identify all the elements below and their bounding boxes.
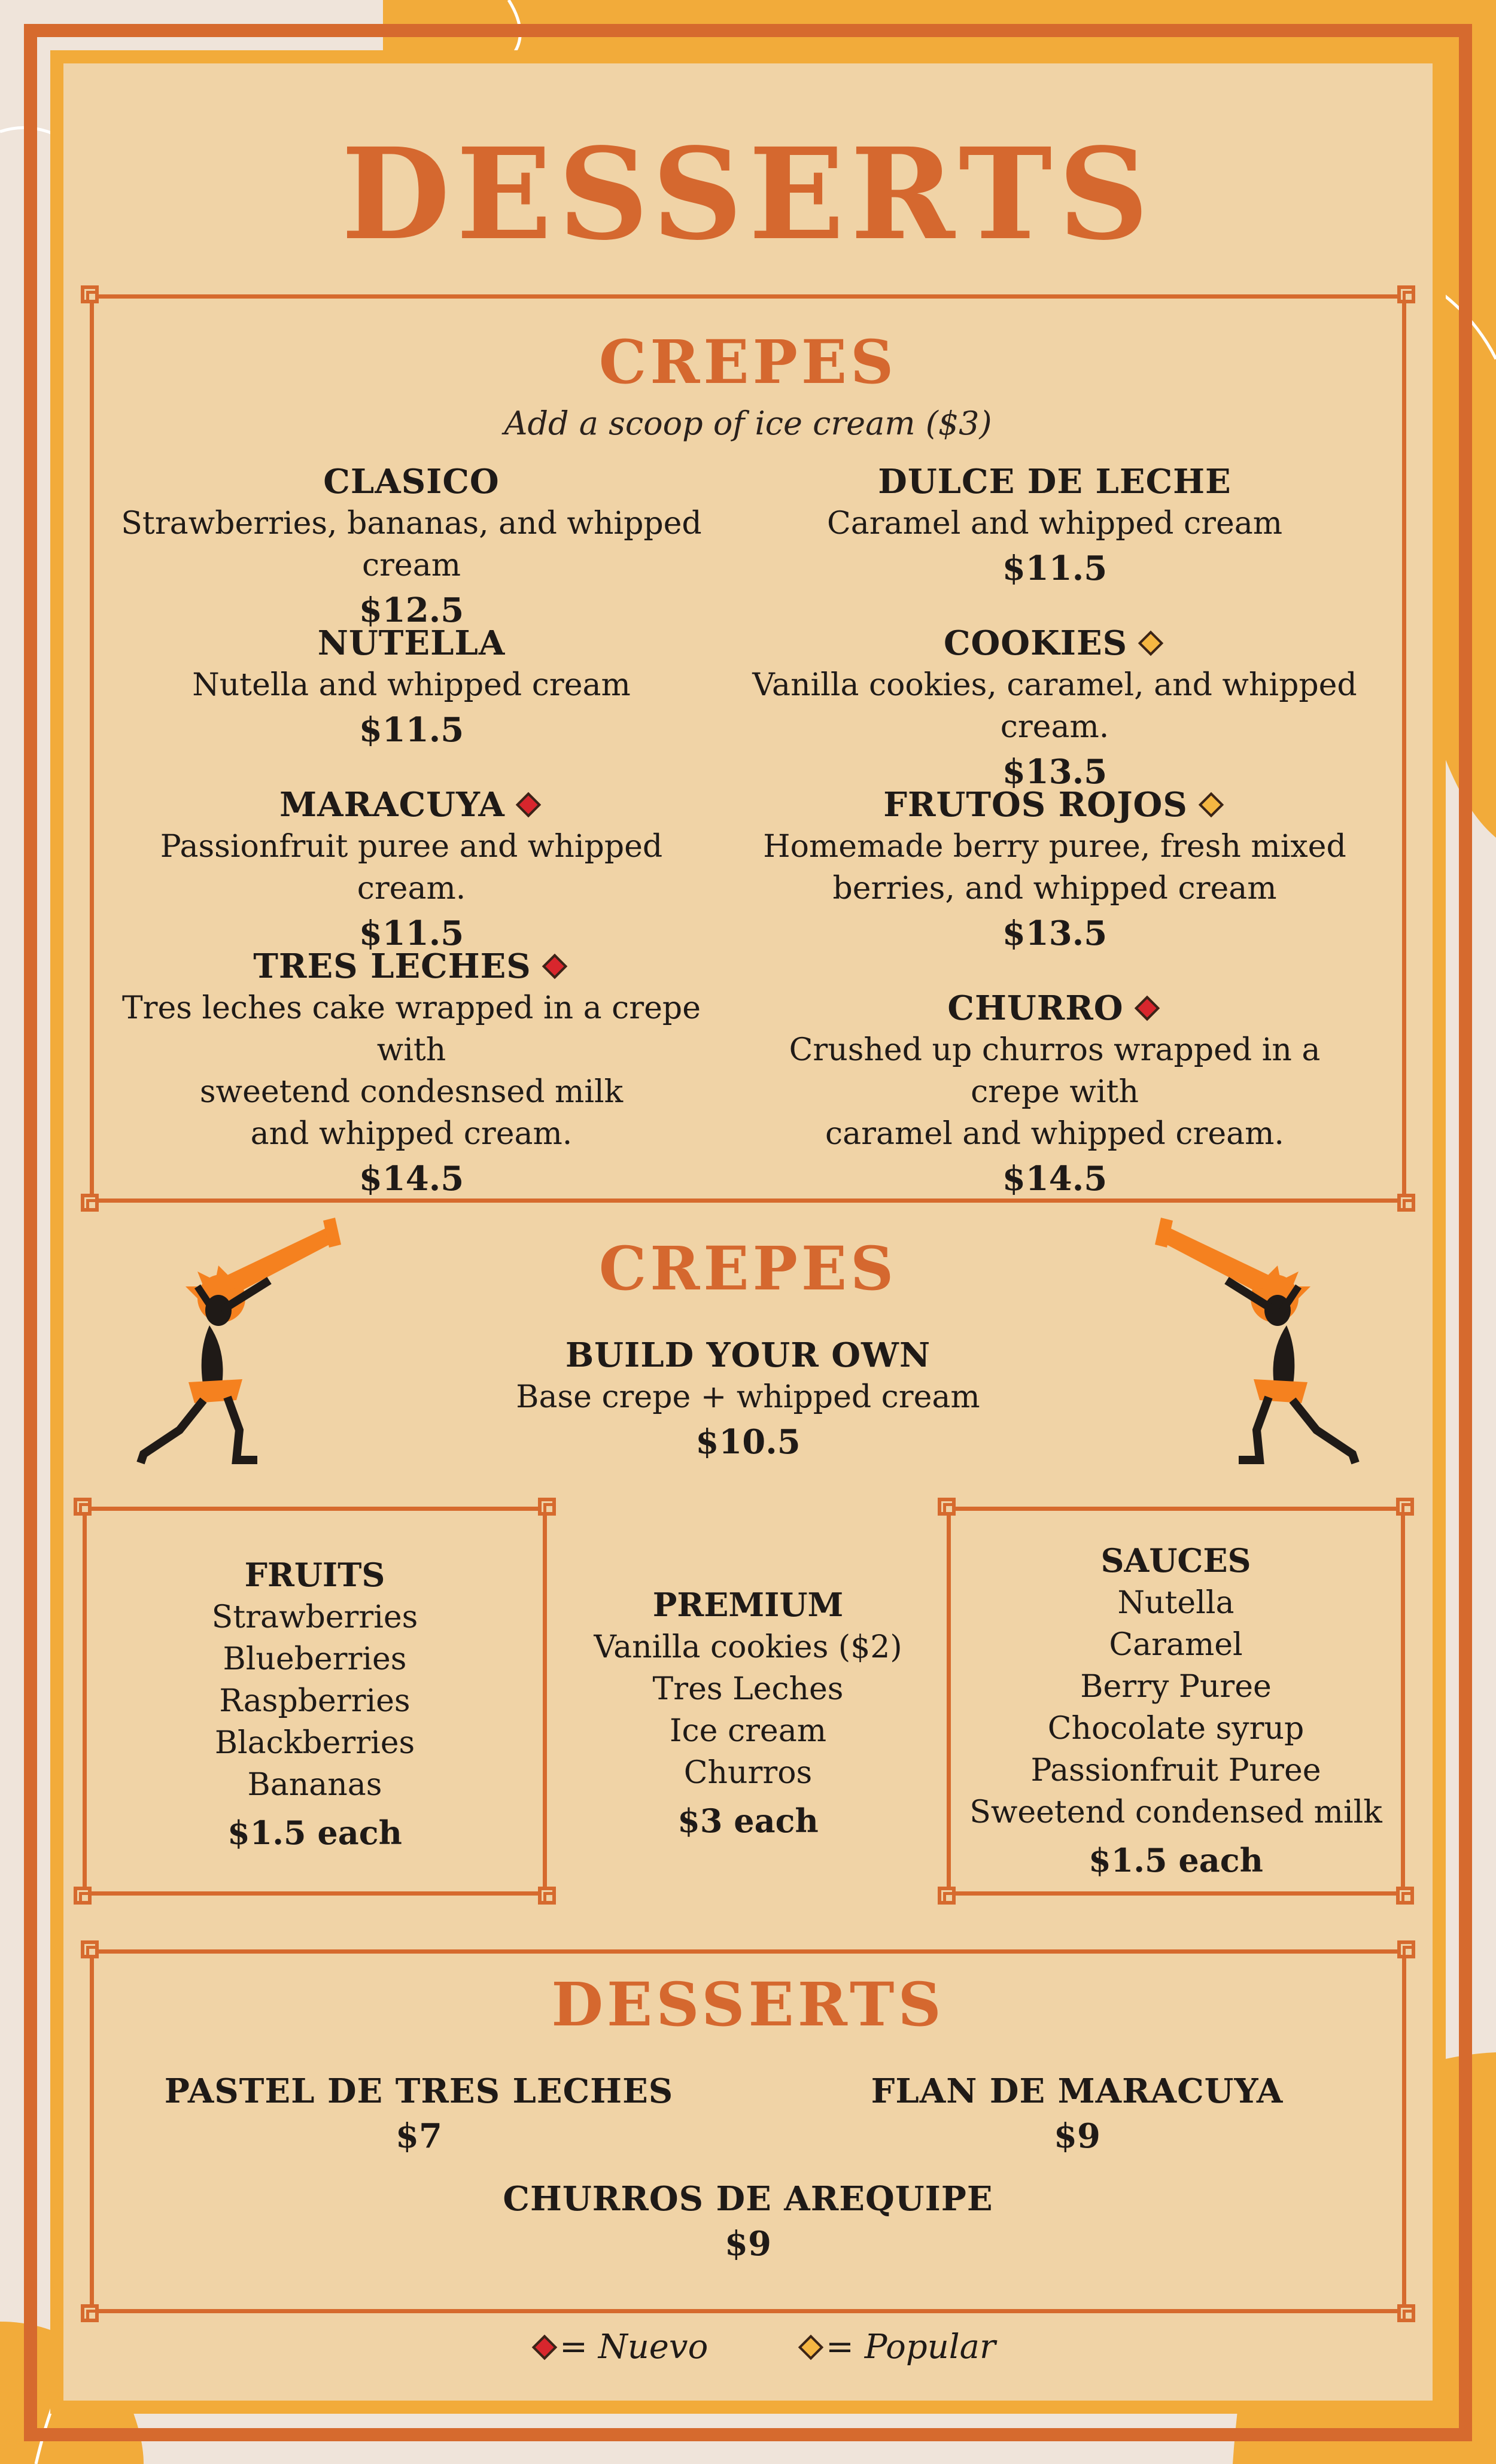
crepe-name: MARACUYA xyxy=(279,785,505,825)
build-heading: CREPES xyxy=(598,1233,898,1304)
crepe-item xyxy=(748,784,1361,957)
sauces-item: Chocolate syrup xyxy=(1047,1711,1305,1747)
build-desc: Base crepe + whipped cream xyxy=(516,1379,980,1415)
crepe-desc: Crushed up churros wrapped in a crepe with xyxy=(789,1032,1321,1110)
dessert-price: $7 xyxy=(396,2116,442,2156)
crepe-name: DULCE DE LECHE xyxy=(878,462,1232,501)
crepe-item xyxy=(748,622,1361,796)
legend-nuevo xyxy=(530,2328,708,2366)
premium-item: Tres Leches xyxy=(652,1671,844,1707)
dessert-item xyxy=(389,2178,1107,2268)
sauces-item: Nutella xyxy=(1117,1585,1234,1621)
crepe-desc: Caramel and whipped cream xyxy=(826,506,1283,542)
crepe-desc: Tres leches cake wrapped in a crepe with xyxy=(121,990,701,1068)
crepe-name: COOKIES xyxy=(943,623,1128,663)
dessert-item xyxy=(778,2070,1376,2160)
premium-item: Ice cream xyxy=(669,1713,827,1749)
crepe-desc: berries, and whipped cream xyxy=(832,871,1277,906)
crepe-name: CHURRO xyxy=(947,988,1124,1028)
fruits-item: Strawberries xyxy=(211,1599,418,1635)
crepe-name: FRUTOS ROJOS xyxy=(883,785,1188,825)
nuevo-diamond-icon xyxy=(542,954,567,979)
sauces-heading: SAUCES xyxy=(1100,1541,1251,1580)
sauces-item: Caramel xyxy=(1109,1627,1243,1663)
crepe-name: CLASICO xyxy=(323,462,500,501)
crepes-heading: CREPES xyxy=(598,327,898,397)
crepe-price: $11.5 xyxy=(358,710,464,750)
crepe-item xyxy=(748,461,1361,592)
dancer-right-illustration xyxy=(1149,1215,1364,1478)
crepe-price: $13.5 xyxy=(1002,752,1108,792)
dancer-left-illustration xyxy=(132,1215,347,1478)
legend-popular xyxy=(796,2328,996,2366)
fruits-item: Raspberries xyxy=(219,1683,411,1719)
sauces-item: Berry Puree xyxy=(1080,1669,1272,1705)
fruits-item: Bananas xyxy=(247,1767,382,1803)
crepe-price: $11.5 xyxy=(1002,549,1108,588)
nuevo-diamond-icon xyxy=(532,2334,557,2359)
crepe-desc: Nutella and whipped cream xyxy=(192,667,631,703)
crepe-name: TRES LECHES xyxy=(253,947,531,986)
popular-diamond-icon xyxy=(1138,631,1163,656)
sauces-price: $1.5 each xyxy=(1088,1841,1263,1879)
crepe-desc: Vanilla cookies, caramel, and whipped cream. xyxy=(752,667,1357,745)
crepe-item xyxy=(748,987,1361,1203)
legend-nuevo-label: = Nuevo xyxy=(560,2328,709,2366)
premium-item: Vanilla cookies ($2) xyxy=(594,1629,902,1665)
crepe-name: NUTELLA xyxy=(317,623,506,663)
dessert-name: PASTEL DE TRES LECHES xyxy=(164,2071,674,2111)
nuevo-diamond-icon xyxy=(516,792,541,817)
fruits-heading: FRUITS xyxy=(244,1556,385,1594)
crepe-price: $12.5 xyxy=(358,591,464,630)
fruits-item: Blueberries xyxy=(223,1641,407,1677)
premium-heading: PREMIUM xyxy=(652,1586,844,1624)
crepe-desc: and whipped cream. xyxy=(250,1116,573,1152)
dessert-item xyxy=(120,2070,718,2160)
build-name: BUILD YOUR OWN xyxy=(565,1336,931,1375)
nuevo-diamond-icon xyxy=(1134,996,1159,1021)
fruits-price: $1.5 each xyxy=(227,1814,402,1852)
crepes-subtitle: Add a scoop of ice cream ($3) xyxy=(504,404,992,442)
crepe-desc: Homemade berry puree, fresh mixed xyxy=(763,829,1346,865)
crepe-desc: Strawberries, bananas, and whipped cream xyxy=(121,506,702,583)
menu-title: DESSERTS xyxy=(341,120,1155,268)
fruits-item: Blackberries xyxy=(214,1725,415,1761)
popular-diamond-icon xyxy=(798,2334,823,2359)
dessert-name: FLAN DE MARACUYA xyxy=(871,2071,1284,2111)
premium-item: Churros xyxy=(683,1755,813,1791)
crepe-price: $13.5 xyxy=(1002,914,1108,953)
crepe-price: $14.5 xyxy=(1002,1159,1108,1198)
crepe-item xyxy=(105,945,718,1203)
crepe-price: $14.5 xyxy=(358,1159,464,1198)
crepe-desc: sweetend condesnsed milk xyxy=(199,1074,624,1110)
desserts-heading: DESSERTS xyxy=(551,1969,945,2040)
premium-list xyxy=(568,1583,928,1848)
sauces-list xyxy=(947,1539,1405,1887)
dessert-price: $9 xyxy=(725,2224,771,2264)
dessert-name: CHURROS DE AREQUIPE xyxy=(503,2179,993,2219)
build-your-own xyxy=(389,1334,1107,1466)
sauces-item: Passionfruit Puree xyxy=(1030,1753,1321,1788)
build-price: $10.5 xyxy=(695,1422,801,1462)
crepe-item xyxy=(105,784,718,957)
legend-popular-label: = Popular xyxy=(826,2328,996,2366)
dessert-price: $9 xyxy=(1054,2116,1100,2156)
fruits-list xyxy=(83,1553,547,1860)
popular-diamond-icon xyxy=(1199,792,1224,817)
crepe-desc: caramel and whipped cream. xyxy=(825,1116,1284,1152)
crepe-price: $11.5 xyxy=(358,914,464,953)
crepe-item xyxy=(105,461,718,634)
sauces-item: Sweetend condensed milk xyxy=(969,1794,1382,1830)
crepe-item xyxy=(105,622,718,754)
crepe-desc: Passionfruit puree and whipped cream. xyxy=(160,829,663,906)
premium-price: $3 each xyxy=(677,1802,819,1840)
